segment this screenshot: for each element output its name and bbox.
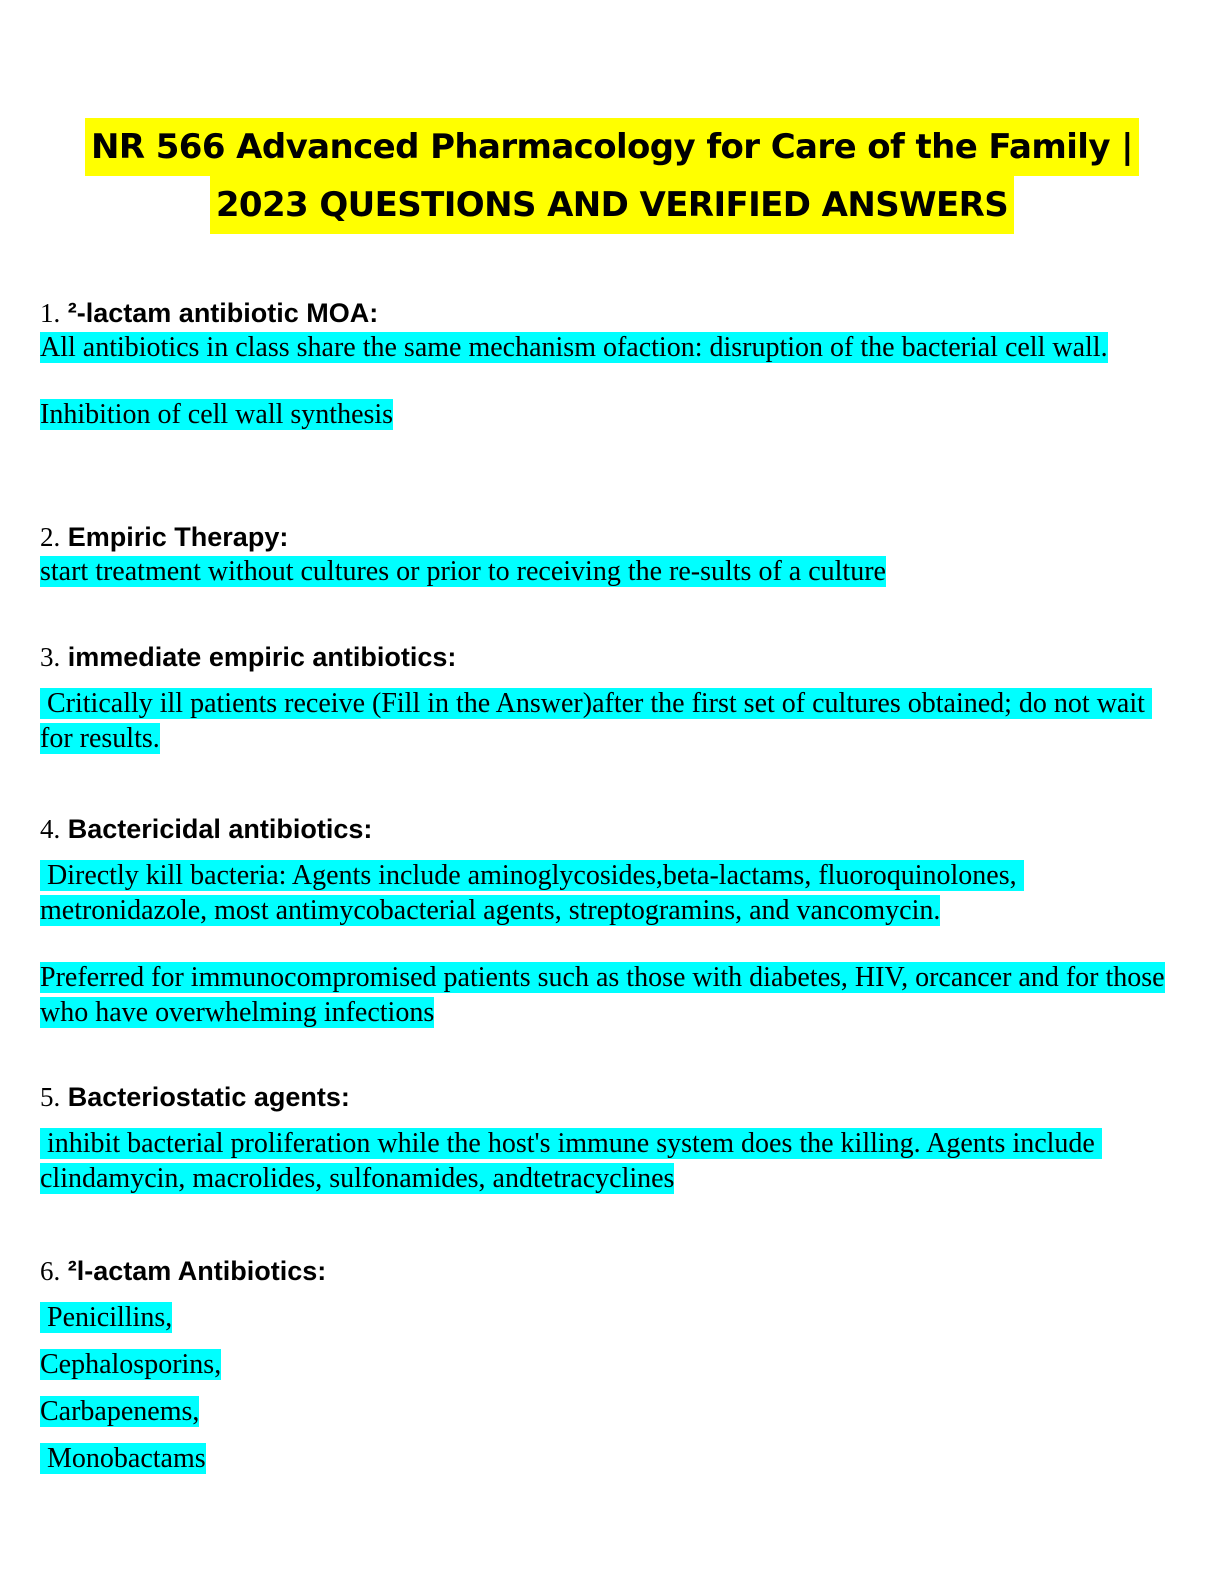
list-item [40, 1441, 1180, 1476]
question-1 [40, 296, 1180, 330]
answer-1a [40, 330, 1180, 365]
question-number: 5. [40, 1082, 61, 1112]
answer-text: All antibiotics in class share the same mechanism ofaction: disruption of the bacterial cell wall. [40, 332, 1108, 363]
question-6 [40, 1254, 1180, 1288]
answer-1b [40, 397, 1180, 432]
document-title [0, 118, 1224, 234]
answer-4b [40, 960, 1180, 1030]
answer-2a [40, 554, 1180, 589]
answer-text: start treatment without cultures or prior to receiving the re-sults of a culture [40, 556, 886, 587]
answer-text: Cephalosporins, [40, 1349, 222, 1380]
list-item [40, 1300, 1180, 1335]
qa-item-5 [40, 1080, 1180, 1196]
answer-text: Inhibition of cell wall synthesis [40, 399, 394, 430]
list-item [40, 1347, 1180, 1382]
question-text: Empiric Therapy: [67, 522, 289, 552]
question-number: 6. [40, 1256, 61, 1286]
question-number: 1. [40, 298, 61, 328]
answer-5a [40, 1126, 1180, 1196]
question-text: ²-lactam antibiotic MOA: [67, 298, 379, 328]
question-4 [40, 812, 1180, 846]
answer-text: Monobactams [40, 1443, 206, 1474]
question-text: Bacteriostatic agents: [67, 1082, 350, 1112]
question-text: ²l-actam Antibiotics: [67, 1256, 327, 1286]
answer-text: Preferred for immunocompromised patients such as those with diabetes, HIV, orcancer and for those who have overwhelming infections [40, 962, 1165, 1028]
qa-item-1 [40, 296, 1180, 432]
list-item [40, 1394, 1180, 1429]
answer-text: Directly kill bacteria: Agents include aminoglycosides,beta-lactams, fluoroquinolones, metronidazole, most antimycobacterial agents, streptogramins, and vancomycin. [40, 860, 1024, 926]
question-2 [40, 520, 1180, 554]
answer-text: inhibit bacterial proliferation while the host's immune system does the killing. Agents include clindamycin, macrolides, sulfonamides, andtetracyclines [40, 1128, 1102, 1194]
question-5 [40, 1080, 1180, 1114]
qa-item-6 [40, 1254, 1180, 1488]
answer-text: Penicillins, [40, 1302, 173, 1333]
qa-item-2 [40, 520, 1180, 589]
answer-text: Critically ill patients receive (Fill in the Answer)after the first set of cultures obtained; do not wait for results. [40, 688, 1152, 754]
title-line-1: NR 566 Advanced Pharmacology for Care of the Family | [85, 118, 1139, 176]
question-number: 4. [40, 814, 61, 844]
question-text: immediate empiric antibiotics: [67, 642, 457, 672]
question-text: Bactericidal antibiotics: [67, 814, 373, 844]
question-number: 2. [40, 522, 61, 552]
question-3 [40, 640, 1180, 674]
answer-text: Carbapenems, [40, 1396, 200, 1427]
answer-4a [40, 858, 1180, 928]
question-number: 3. [40, 642, 61, 672]
answer-3a [40, 686, 1180, 756]
qa-item-4 [40, 812, 1180, 1030]
qa-item-3 [40, 640, 1180, 756]
title-line-2: 2023 QUESTIONS AND VERIFIED ANSWERS [210, 176, 1014, 234]
